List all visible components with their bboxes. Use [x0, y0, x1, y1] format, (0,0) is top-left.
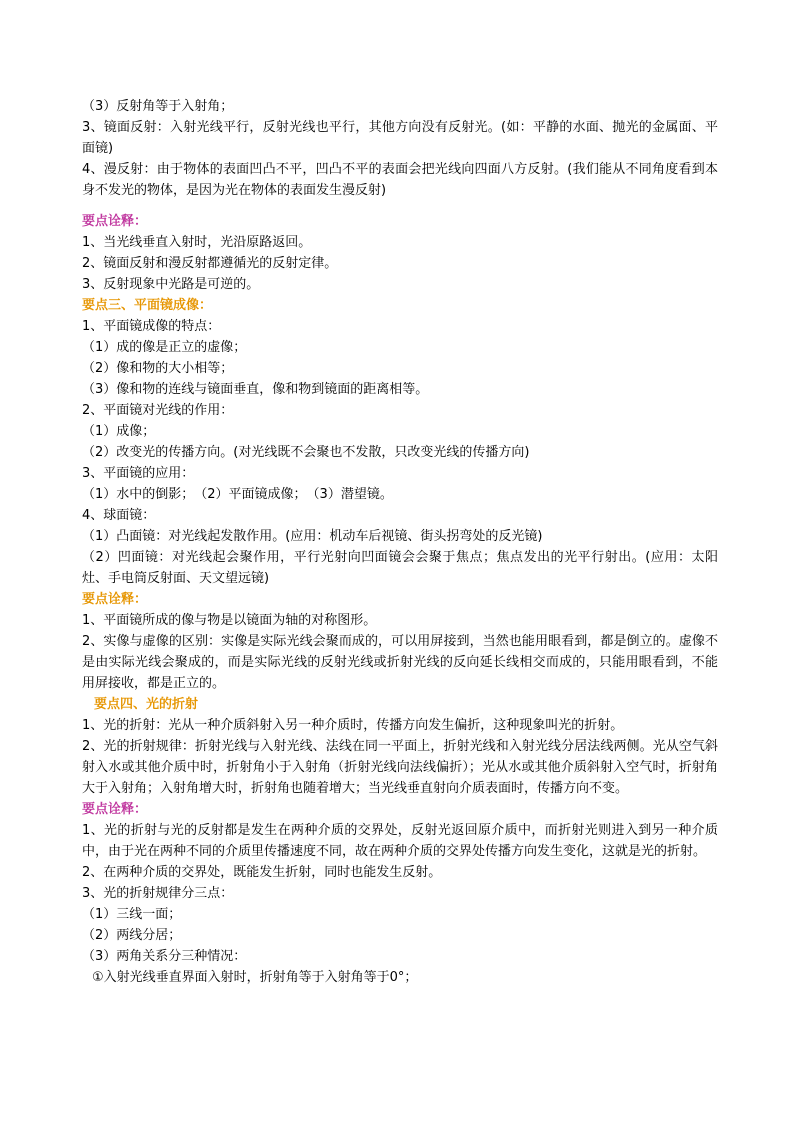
text-paragraph: 2、实像与虚像的区别：实像是实际光线会聚而成的，可以用屏接到，当然也能用眼看到，都是倒立的。虚像不是由实际光线会聚成的，而是实际光线的反射光线或折射光线的反向延长线相交而成的，只能用眼看到，不能用屏接收，都是正立的。	[82, 634, 718, 691]
text-line: 1、平面镜所成的像与物是以镜面为轴的对称图形。	[82, 613, 377, 628]
text-line: 1、光的折射：光从一种介质斜射入另一种介质时，传播方向发生偏折，这种现象叫光的折射。	[82, 718, 624, 733]
text-line: 2、镜面反射和漫反射都遵循光的反射定律。	[82, 256, 338, 271]
text-line: （3）反射角等于入射角；	[82, 99, 234, 114]
section-heading: 要点四、光的折射	[94, 697, 199, 712]
text-paragraph: 1、光的折射与光的反射都是发生在两种介质的交界处，反射光返回原介质中，而折射光则进入到另一种介质中，由于光在两种不同的介质里传播速度不同，故在两种介质的交界处传播方向发生变化，这就是光的折射。	[82, 823, 718, 859]
text-line: （3）两角关系分三种情况：	[82, 949, 247, 964]
text-line: 1、当光线垂直入射时，光沿原路返回。	[82, 235, 312, 250]
text-line: 3、反射现象中光路是可逆的。	[82, 277, 260, 292]
text-line: （2）改变光的传播方向。(对光线既不会聚也不发散，只改变光线的传播方向)	[82, 445, 530, 460]
text-line: （2）两线分居；	[82, 928, 182, 943]
spacer	[82, 201, 718, 211]
text-line: 1、平面镜成像的特点：	[82, 319, 221, 334]
text-line: （1）三线一面；	[82, 907, 182, 922]
text-line: 2、平面镜对光线的作用：	[82, 403, 234, 418]
text-paragraph: （2）凹面镜：对光线起会聚作用，平行光射向凹面镜会会聚于焦点；焦点发出的光平行射出。(应用：太阳灶、手电筒反射面、天文望远镜)	[82, 550, 718, 586]
text-line: （1）水中的倒影； （2）平面镜成像； （3）潜望镜。	[82, 487, 393, 502]
text-line: 4、球面镜：	[82, 508, 156, 523]
text-line: （2）像和物的大小相等；	[82, 361, 234, 376]
text-line: （1）成的像是正立的虚像；	[82, 340, 247, 355]
text-paragraph: 2、光的折射规律：折射光线与入射光线、法线在同一平面上，折射光线和入射光线分居法线两侧。光从空气斜射入水或其他介质中时，折射角小于入射角（折射光线向法线偏折）；光从水或其他介质斜射入空气时，折射角大于入射角；入射角增大时，折射角也随着增大；当光线垂直射向介质表面时，传播方向不变。	[82, 739, 718, 796]
text-line: （1）成像；	[82, 424, 156, 439]
section-heading: 要点诠释：	[82, 802, 148, 817]
text-line: （3）像和物的连线与镜面垂直，像和物到镜面的距离相等。	[82, 382, 429, 397]
text-line: 3、光的折射规律分三点：	[82, 886, 234, 901]
text-line: ①入射光线垂直界面入射时，折射角等于入射角等于0°；	[92, 970, 418, 985]
section-heading: 要点诠释：	[82, 592, 148, 607]
document-page	[82, 96, 718, 988]
section-heading: 要点三、平面镜成像：	[82, 298, 213, 313]
text-line: （1）凸面镜：对光线起发散作用。(应用：机动车后视镜、街头拐弯处的反光镜)	[82, 529, 543, 544]
section-heading: 要点诠释：	[82, 214, 148, 229]
text-paragraph: 3、镜面反射：入射光线平行，反射光线也平行，其他方向没有反射光。(如：平静的水面、抛光的金属面、平面镜)	[82, 120, 718, 156]
text-line: 2、在两种介质的交界处，既能发生折射，同时也能发生反射。	[82, 865, 442, 880]
text-line: 3、平面镜的应用：	[82, 466, 195, 481]
text-paragraph: 4、漫反射：由于物体的表面凹凸不平，凹凸不平的表面会把光线向四面八方反射。(我们能从不同角度看到本身不发光的物体，是因为光在物体的表面发生漫反射)	[82, 162, 718, 198]
